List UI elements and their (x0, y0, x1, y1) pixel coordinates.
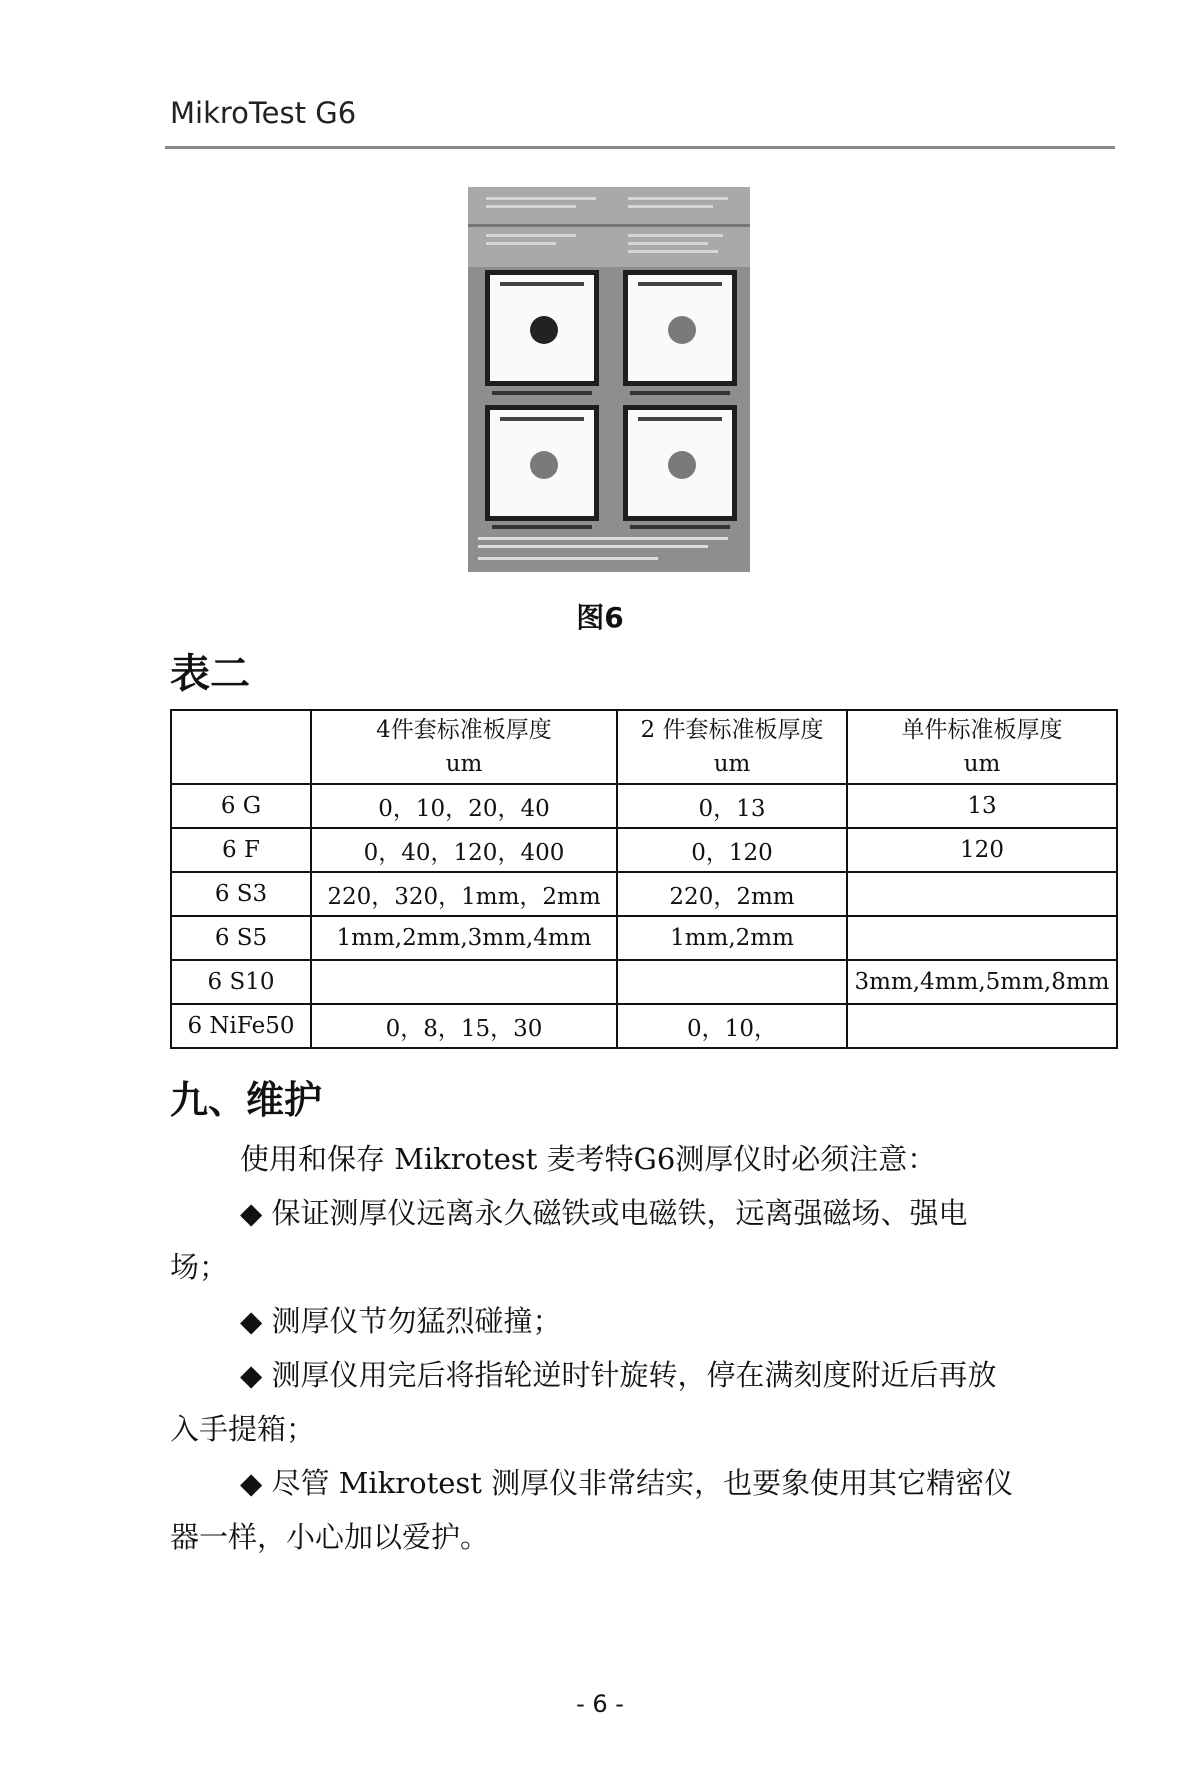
foil-dot (530, 316, 558, 344)
model-cell: 6 S3 (171, 872, 311, 916)
table-row (171, 872, 1117, 916)
standard-plate-thickness-table (170, 709, 1118, 1049)
column-header: 4件套标准板厚度 um (311, 710, 617, 784)
calibration-foil-2 (623, 270, 737, 386)
calibration-foil-1 (485, 270, 599, 386)
bullet-3-line-2: 入手提箱； (170, 1412, 316, 1446)
column-header: 2 件套标准板厚度 um (617, 710, 847, 784)
column-header: 单件标准板厚度 um (847, 710, 1117, 784)
table-row (171, 960, 1117, 1004)
model-cell: 6 S10 (171, 960, 311, 1004)
column-header (171, 710, 311, 784)
table-cell: 0，13 (617, 784, 847, 828)
table-cell: 220，2mm (617, 872, 847, 916)
table-cell: 220，320，1mm，2mm (311, 872, 617, 916)
calibration-foil-3 (485, 405, 599, 521)
bullet-4-line-2: 器一样，小心加以爱护。 (170, 1520, 490, 1554)
calibration-foils-photo (468, 187, 750, 572)
section-intro: 使用和保存 Mikrotest 麦考特G6测厚仪时必须注意： (240, 1142, 937, 1176)
table-row (171, 1004, 1117, 1048)
page-number: - 6 - (576, 1690, 624, 1718)
model-cell: 6 NiFe50 (171, 1004, 311, 1048)
figure-caption: 图6 (576, 601, 624, 634)
table-cell: 0，8，15，30 (311, 1004, 617, 1048)
table-cell (847, 916, 1117, 960)
model-cell: 6 S5 (171, 916, 311, 960)
model-cell: 6 G (171, 784, 311, 828)
table-cell: 0，40，120，400 (311, 828, 617, 872)
bullet-2: ◆ 测厚仪节勿猛烈碰撞； (240, 1304, 562, 1338)
table-cell: 3mm,4mm,5mm,8mm (847, 960, 1117, 1004)
foil-dot (668, 316, 696, 344)
calibration-foil-4 (623, 405, 737, 521)
table-cell: 13 (847, 784, 1117, 828)
table-row (171, 916, 1117, 960)
foil-dot (530, 451, 558, 479)
running-header-title: MikroTest G6 (170, 96, 357, 130)
table-cell (847, 1004, 1117, 1048)
section-title: 九、维护 (170, 1078, 323, 1122)
table-cell (847, 872, 1117, 916)
table-cell: 1mm,2mm (617, 916, 847, 960)
table-cell (617, 960, 847, 1004)
table-cell: 120 (847, 828, 1117, 872)
bullet-1-line-2: 场； (170, 1250, 229, 1284)
table-row (171, 784, 1117, 828)
table-cell: 0，10， (617, 1004, 847, 1048)
table-header-row (171, 710, 1117, 784)
header-divider (165, 146, 1115, 149)
table-cell: 0，120 (617, 828, 847, 872)
foil-dot (668, 451, 696, 479)
model-cell: 6 F (171, 828, 311, 872)
table-cell: 1mm,2mm,3mm,4mm (311, 916, 617, 960)
table-title: 表二 (170, 651, 250, 697)
bullet-1-line-1: ◆ 保证测厚仪远离永久磁铁或电磁铁，远离强磁场、强电 (240, 1196, 968, 1230)
table-cell (311, 960, 617, 1004)
table-cell: 0，10，20，40 (311, 784, 617, 828)
table-row (171, 828, 1117, 872)
bullet-3-line-1: ◆ 测厚仪用完后将指轮逆时针旋转，停在满刻度附近后再放 (240, 1358, 997, 1392)
bullet-4-line-1: ◆ 尽管 Mikrotest 测厚仪非常结实，也要象使用其它精密仪 (240, 1466, 1014, 1500)
